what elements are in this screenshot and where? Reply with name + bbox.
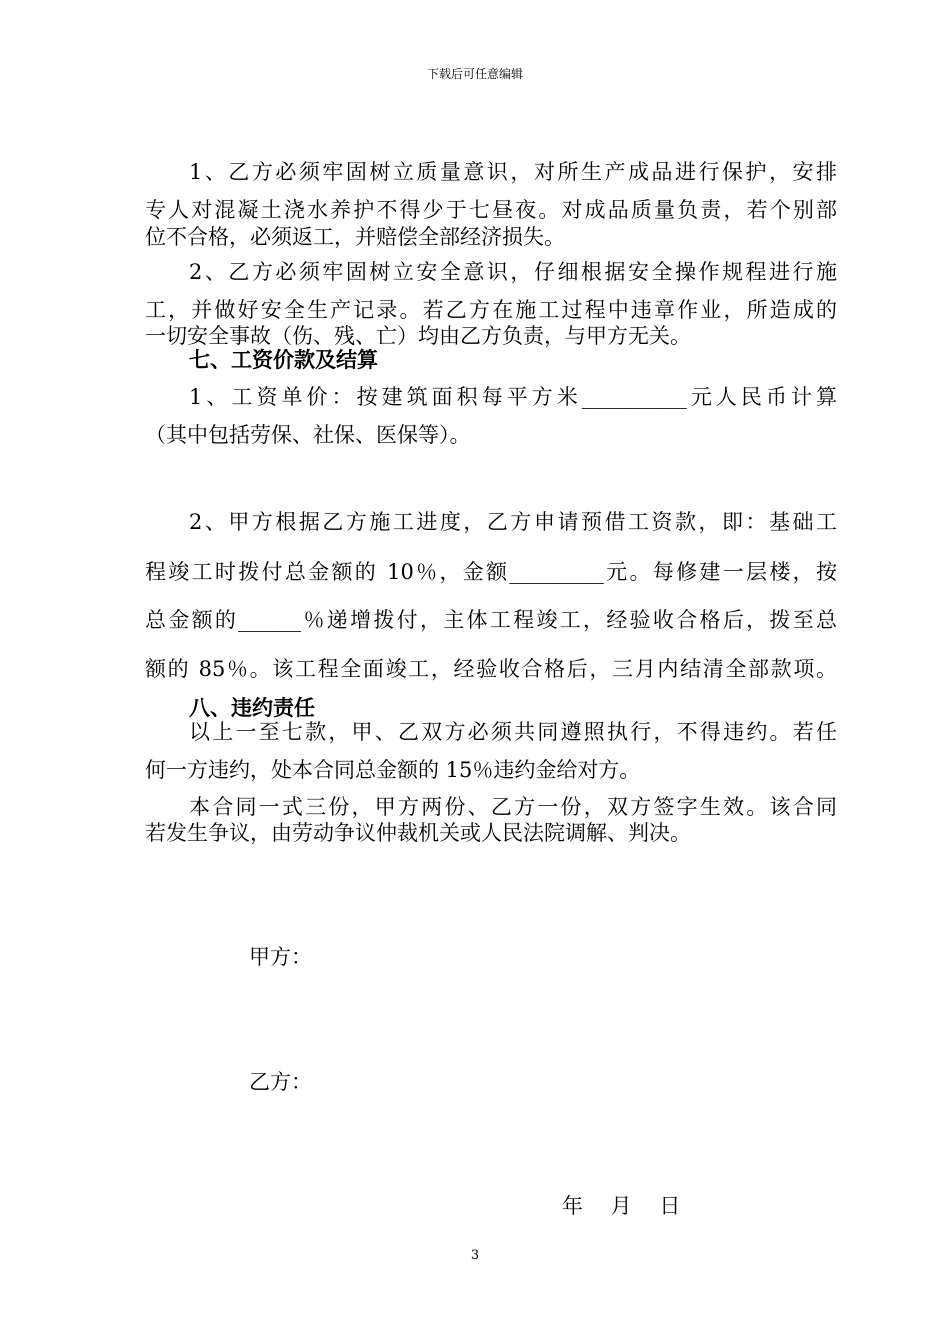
wage-price-line-2: （其中包括劳保、社保、医保等）。 [145,423,471,447]
breach-clause-line-2: 何一方违约，处本合同总金额的 15％违约金给对方。 [145,758,641,782]
quality-clause-line-2: 专人对混凝土浇水养护不得少于七昼夜。对成品质量负责，若个别部 [145,198,837,222]
party-b-signature-label: 乙方： [249,1070,312,1094]
copies-clause-line-2: 若发生争议，由劳动争议仲裁机关或人民法院调解、判决。 [145,821,691,845]
quality-clause-line-3: 位不合格，必须返工，并赔偿全部经济损失。 [145,225,565,249]
quality-clause-line-1: 1、乙方必须牢固树立质量意识，对所生产成品进行保护，安排 [189,160,837,184]
party-a-signature-label: 甲方： [249,945,312,969]
signature-date: 年 月 日 [562,1194,681,1218]
safety-clause-line-3: 一切安全事故（伤、残、亡）均由乙方负责，与甲方无关。 [145,324,691,348]
safety-clause-line-2: 工，并做好安全生产记录。若乙方在施工过程中违章作业，所造成的 [145,298,837,322]
payment-schedule-line-4: 额的 85％。该工程全面竣工，经验收合格后，三月内结清全部款项。 [145,657,837,681]
payment-schedule-line-3: 总金额的______％递增拨付，主体工程竣工，经验收合格后，拨至总 [145,608,837,632]
payment-schedule-line-2: 程竣工时拨付总金额的 10％，金额_________元。每修建一层楼，按 [145,560,837,584]
page-header-note: 下载后可任意编辑 [426,67,523,81]
safety-clause-line-1: 2、乙方必须牢固树立安全意识，仔细根据安全操作规程进行施 [189,260,837,284]
breach-clause-line-1: 以上一至七款，甲、乙双方必须共同遵照执行，不得违约。若任 [189,720,837,744]
page-number: 3 [470,1248,480,1263]
section-7-heading: 七、工资价款及结算 [189,347,378,372]
section-8-heading: 八、违约责任 [189,695,315,720]
wage-price-line-1: 1、工资单价：按建筑面积每平方米__________元人民币计算 [189,385,837,409]
copies-clause-line-1: 本合同一式三份，甲方两份、乙方一份，双方签字生效。该合同 [189,795,837,819]
payment-schedule-line-1: 2、甲方根据乙方施工进度，乙方申请预借工资款，即：基础工 [189,510,837,534]
